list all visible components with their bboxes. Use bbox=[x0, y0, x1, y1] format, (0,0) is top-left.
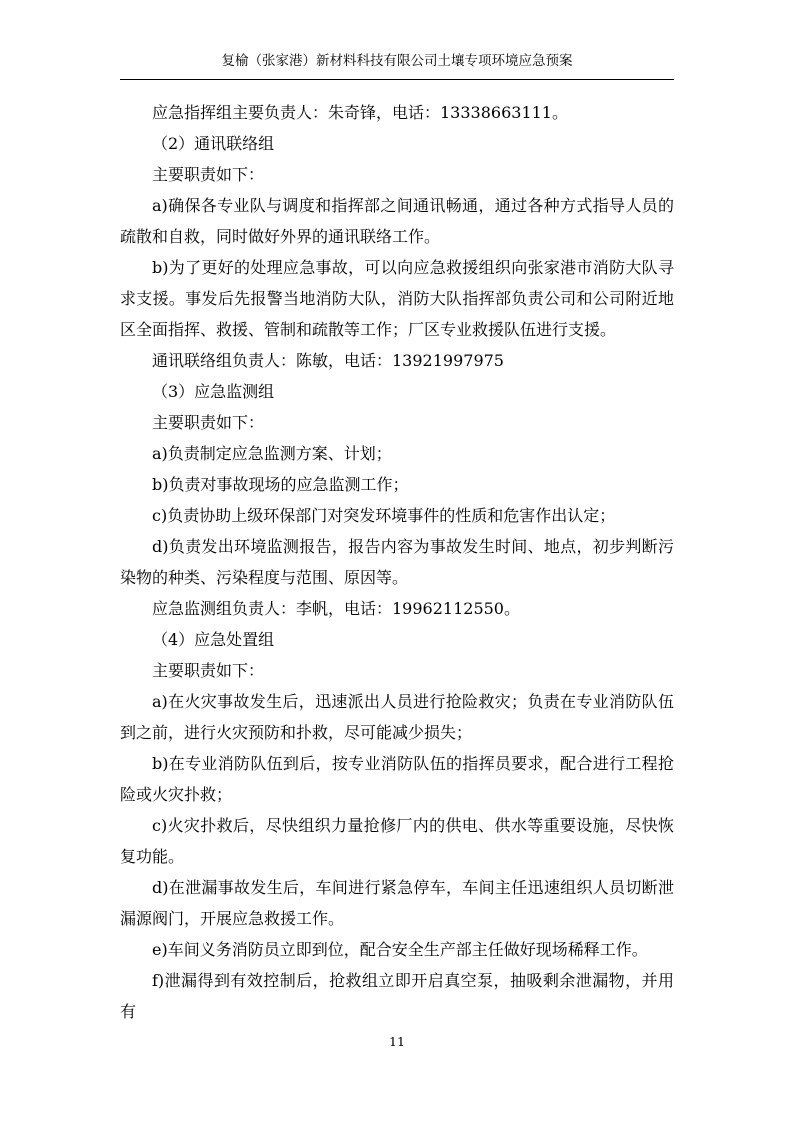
paragraph-disposal-duty-c: c)火灾扑救后，尽快组织力量抢修厂内的供电、供水等重要设施，尽快恢复功能。 bbox=[120, 816, 674, 866]
paragraph-monitor-lead-contact: 应急监测组负责人：李帆，电话：19962112550。 bbox=[152, 599, 520, 618]
paragraph-disposal-duty-f: f)泄漏得到有效控制后，抢救组立即开启真空泵，抽吸剩余泄漏物，并用有 bbox=[120, 971, 674, 1021]
header-rule bbox=[120, 79, 674, 80]
paragraph-monitor-duty-a: a)负责制定应急监测方案、计划； bbox=[152, 444, 392, 463]
paragraph-monitor-duty-b: b)负责对事故现场的应急监测工作； bbox=[152, 475, 409, 494]
paragraph-comm-duty-b: b)为了更好的处理应急事故，可以向应急救援组织向张家港市消防大队寻求支援。事发后先报警当地消防大队，消防大队指挥部负责公司和公司附近地区全面指挥、救援、管制和疏散等工作；厂区专业救援队伍进行支援。 bbox=[120, 258, 674, 339]
paragraph-duties-intro: 主要职责如下： bbox=[152, 413, 265, 432]
running-header: 复榆（张家港）新材料科技有限公司土壤专项环境应急预案 bbox=[221, 53, 573, 69]
paragraph-command-lead-contact: 应急指挥组主要负责人：朱奇锋，电话：13338663111。 bbox=[152, 103, 568, 122]
heading-monitoring-group: （3）应急监测组 bbox=[152, 382, 275, 401]
paragraph-monitor-duty-c: c)负责协助上级环保部门对突发环境事件的性质和危害作出认定； bbox=[152, 506, 616, 525]
heading-communication-group: （2）通讯联络组 bbox=[152, 134, 275, 153]
paragraph-disposal-duty-a: a)在火灾事故发生后，迅速派出人员进行抢险救灾；负责在专业消防队伍到之前，进行火灾预防和扑救，尽可能减少损失； bbox=[120, 692, 674, 742]
paragraph-disposal-duty-d: d)在泄漏事故发生后，车间进行紧急停车，车间主任迅速组织人员切断泄漏源阀门，开展应急救援工作。 bbox=[120, 878, 674, 928]
paragraph-comm-duty-a: a)确保各专业队与调度和指挥部之间通讯畅通，通过各种方式指导人员的疏散和自救，同时做好外界的通讯联络工作。 bbox=[120, 196, 674, 246]
heading-disposal-group: （4）应急处置组 bbox=[152, 630, 275, 649]
paragraph-monitor-duty-d: d)负责发出环境监测报告，报告内容为事故发生时间、地点，初步判断污染物的种类、污染程度与范围、原因等。 bbox=[120, 537, 674, 587]
paragraph-duties-intro: 主要职责如下： bbox=[152, 165, 265, 184]
paragraph-duties-intro: 主要职责如下： bbox=[152, 661, 265, 680]
paragraph-disposal-duty-b: b)在专业消防队伍到后，按专业消防队伍的指挥员要求，配合进行工程抢险或火灾扑救； bbox=[120, 754, 674, 804]
paragraph-comm-lead-contact: 通讯联络组负责人：陈敏，电话：13921997975 bbox=[152, 351, 504, 370]
paragraph-disposal-duty-e: e)车间义务消防员立即到位，配合安全生产部主任做好现场稀释工作。 bbox=[152, 940, 648, 959]
document-body bbox=[120, 97, 674, 1027]
page-number: 11 bbox=[389, 1034, 405, 1049]
